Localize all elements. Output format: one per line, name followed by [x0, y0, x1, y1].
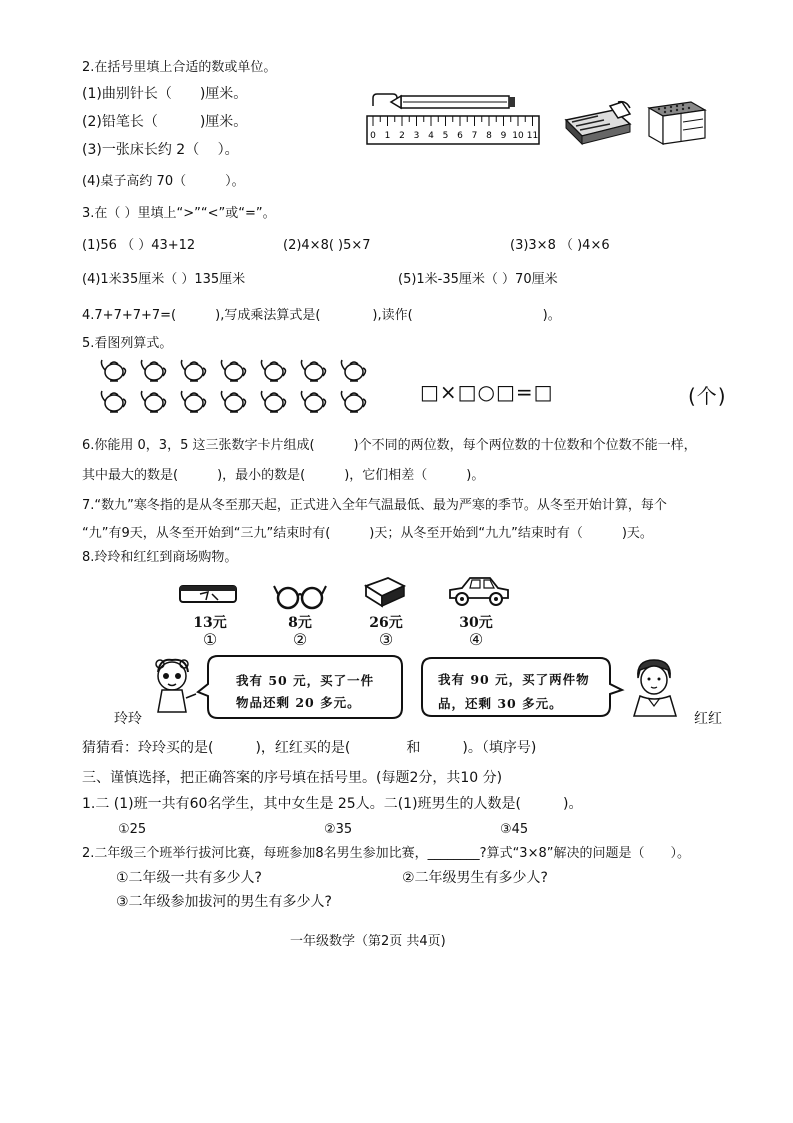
q3-title: 3.在（ ）里填上“>”“<”或“=”。 — [82, 206, 276, 221]
item-3-number: ③ — [378, 630, 394, 649]
honghong-speech-line-1: 我有 90 元，买了两件物 — [438, 672, 590, 687]
s3-q1-option-3: ③45 — [500, 822, 529, 837]
q2-item-2: (2)铅笔长（ )厘米。 — [82, 114, 248, 130]
ruler-label: 3 — [413, 131, 420, 141]
s3-q1-option-2: ②35 — [324, 822, 353, 837]
q5-title: 5.看图列算式。 — [82, 336, 173, 351]
honghong-speech-line-2: 品，还剩 30 多元。 — [438, 696, 563, 711]
ruler-label: 2 — [399, 131, 405, 141]
ruler-label: 8 — [486, 131, 492, 141]
q2-item-1: (1)曲别针长（ )厘米。 — [82, 86, 248, 102]
honghong-figure-icon — [628, 656, 682, 720]
s3-q2-option-2: ②二年级男生有多少人? — [402, 870, 548, 886]
ruler-label: 1 — [384, 131, 391, 141]
q3-item-2: (2)4×8( )5×7 — [283, 238, 371, 253]
item-2-number: ② — [292, 630, 308, 649]
ruler-label: 10 — [512, 131, 524, 141]
teapot-icon — [261, 391, 285, 412]
q7-line-1: 7.“数九”寒冬指的是从冬至那天起，正式进入全年气温最低、最为严寒的季节。从冬至开始计算，每个 — [82, 498, 667, 513]
teapot-icon — [221, 391, 245, 412]
lingling-speech-line-1: 我有 50 元，买了一件 — [236, 673, 375, 688]
page-footer: 一年级数学（第2页 共4页) — [290, 934, 446, 949]
honghong-name: 红红 — [694, 711, 722, 727]
item-4-number: ④ — [468, 630, 484, 649]
q5-unit: (个) — [688, 384, 727, 408]
teapot-icon — [181, 360, 205, 381]
teapot-icon — [221, 360, 245, 381]
teapot-icon — [181, 391, 205, 412]
lingling-speech-line-2: 物品还剩 20 多元。 — [236, 695, 361, 710]
q4-text: 4.7+7+7+7=( ),写成乘法算式是( ),读作( )。 — [82, 308, 561, 323]
teapot-icon — [301, 391, 325, 412]
q3-item-4: (4)1米35厘米（ ）135厘米 — [82, 272, 246, 287]
item-2-price: 8元 — [288, 615, 312, 631]
s3-q2-text: 2.二年级三个班举行拔河比赛，每班参加8名男生参加比赛，________?算式“3×8”解决的问题是（ ）。 — [82, 846, 690, 861]
q3-item-5: (5)1米-35厘米（ ）70厘米 — [398, 272, 558, 287]
teapot-icon — [141, 360, 165, 381]
s3-q1-option-1: ①25 — [118, 822, 147, 837]
ruler-label: 7 — [471, 131, 478, 141]
ruler-label: 6 — [457, 131, 463, 141]
q6-line-2: 其中最大的数是( )，最小的数是( )，它们相差（ )。 — [82, 468, 485, 483]
q2-item-3: (3)一张床长约 2（ ）。 — [82, 142, 239, 158]
q8-title: 8.玲玲和红红到商场购物。 — [82, 550, 238, 565]
teapot-icon — [341, 391, 365, 412]
ruler-label: 0 — [370, 131, 376, 141]
ruler-label: 9 — [500, 131, 507, 141]
teapot-icon — [141, 391, 165, 412]
teapot-icon — [261, 360, 285, 381]
lingling-figure-icon — [146, 654, 202, 718]
item-1-price: 13元 — [193, 615, 227, 631]
desk-icon — [645, 100, 707, 146]
teapot-icon — [101, 391, 125, 412]
q2-title: 2.在括号里填上合适的数或单位。 — [82, 60, 277, 75]
s3-q2-option-3: ③二年级参加拔河的男生有多少人? — [116, 894, 332, 910]
item-4-price: 30元 — [459, 615, 493, 631]
q5-formula: □×□○□=□ — [420, 380, 554, 404]
lingling-name: 玲玲 — [114, 711, 142, 727]
glasses-icon — [272, 580, 328, 610]
q8-guess: 猜猜看：玲玲买的是( )，红红买的是( 和 )。（填序号) — [82, 740, 537, 756]
section3-title: 三、谨慎选择，把正确答案的序号填在括号里。(每题2分，共10 分) — [82, 770, 503, 786]
toy-car-icon — [446, 574, 512, 608]
ruler-label: 4 — [428, 131, 434, 141]
teapot-icon — [101, 360, 125, 381]
pencil-case-icon — [178, 580, 240, 606]
item-1-number: ① — [202, 630, 218, 649]
teapot-icon — [341, 360, 365, 381]
bed-icon — [558, 100, 634, 150]
q2-item-4: (4)桌子高约 70（ ）。 — [82, 174, 245, 189]
item-3-price: 26元 — [369, 615, 403, 631]
s3-q2-option-1: ①二年级一共有多少人? — [116, 870, 262, 886]
book-icon — [362, 574, 408, 610]
ruler-label: 11 — [526, 131, 539, 141]
ruler-label: 5 — [442, 131, 449, 141]
teapot-group — [100, 358, 390, 420]
q7-line-2: “九”有9天，从冬至开始到“三九”结束时有( )天；从冬至开始到“九九”结束时有（ )天。 — [82, 526, 653, 541]
q3-item-3: (3)3×8 （ )4×6 — [510, 238, 610, 253]
teapot-icon — [301, 360, 325, 381]
q6-line-1: 6.你能用 0，3，5 这三张数字卡片组成( )个不同的两位数，每个两位数的十位数和个位数不能一样， — [82, 438, 697, 453]
ruler-pencil-icon — [365, 92, 545, 148]
s3-q1-text: 1.二 (1)班一共有60名学生，其中女生是 25人。二(1)班男生的人数是( )。 — [82, 796, 583, 812]
q3-item-1: (1)56 （ ）43+12 — [82, 238, 196, 253]
